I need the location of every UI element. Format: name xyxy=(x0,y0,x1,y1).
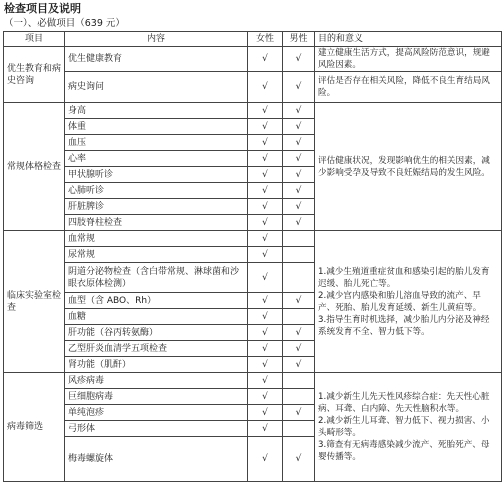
check-mark-icon: √ xyxy=(295,201,302,212)
male-check xyxy=(283,167,315,183)
section-subtitle: （一）、必做项目（639 元） xyxy=(4,18,125,29)
table-row xyxy=(4,72,502,103)
female-check xyxy=(248,293,283,309)
item-content: 体重 xyxy=(65,119,248,135)
female-check xyxy=(248,341,283,357)
header-male: 男性 xyxy=(283,32,315,47)
table-row xyxy=(4,103,502,119)
item-content: 尿常规 xyxy=(65,247,248,263)
male-check xyxy=(283,231,315,247)
item-content: 血型（含 ABO、Rh） xyxy=(65,293,248,309)
check-mark-icon: √ xyxy=(295,185,302,196)
male-check xyxy=(283,325,315,341)
male-check xyxy=(283,357,315,373)
item-content: 肝功能（谷丙转氨酶） xyxy=(65,325,248,341)
purpose-text: 评估健康状况，发现影响优生的相关因素，减少影响受孕及导致不良妊娠结局的发生风险。 xyxy=(315,103,502,231)
header-female: 女性 xyxy=(248,32,283,47)
check-mark-icon: √ xyxy=(262,233,268,244)
male-check xyxy=(283,103,315,119)
female-check xyxy=(248,47,283,72)
female-check xyxy=(248,167,283,183)
table-header-row xyxy=(4,32,502,47)
check-mark-icon: √ xyxy=(295,153,302,164)
item-content: 病史询问 xyxy=(65,72,248,103)
check-mark-icon: √ xyxy=(295,54,302,64)
table-row xyxy=(4,373,502,389)
female-check xyxy=(248,421,283,437)
female-check xyxy=(248,135,283,151)
check-mark-icon: √ xyxy=(262,407,268,418)
item-content: 血常规 xyxy=(65,231,248,247)
item-content: 弓形体 xyxy=(65,421,248,437)
female-check xyxy=(248,119,283,135)
female-check xyxy=(248,199,283,215)
item-content: 优生健康教育 xyxy=(65,47,248,72)
check-mark-icon: √ xyxy=(262,375,268,386)
check-mark-icon: √ xyxy=(262,121,268,132)
check-mark-icon: √ xyxy=(295,137,302,148)
group-name: 临床实验室检查 xyxy=(4,231,65,373)
header-content: 内容 xyxy=(65,32,248,47)
check-mark-icon: √ xyxy=(262,454,268,464)
check-mark-icon: √ xyxy=(262,343,268,354)
header-purpose: 目的和意义 xyxy=(315,32,502,47)
check-mark-icon: √ xyxy=(295,295,302,306)
check-mark-icon: √ xyxy=(262,295,268,306)
purpose-text: 1.减少新生儿先天性风疹综合症：先天性心脏病、耳聋、白内障、先天性脑积水等。 2.减少新生儿耳聋、智力低下、视力损害、小头畸形等。 3.筛查有无病毒感染减少流产、死胎死产、母婴传播等。 xyxy=(315,373,502,482)
male-check xyxy=(283,151,315,167)
male-check xyxy=(283,247,315,263)
check-mark-icon: √ xyxy=(262,153,268,164)
check-mark-icon: √ xyxy=(262,169,268,180)
check-mark-icon: √ xyxy=(262,185,268,196)
check-mark-icon: √ xyxy=(295,169,302,180)
group-name: 优生教育和病史咨询 xyxy=(4,47,65,103)
female-check xyxy=(248,309,283,325)
male-check xyxy=(283,47,315,72)
female-check xyxy=(248,247,283,263)
item-content: 肝脏脾诊 xyxy=(65,199,248,215)
female-check xyxy=(248,325,283,341)
male-check xyxy=(283,263,315,293)
female-check xyxy=(248,103,283,119)
female-check xyxy=(248,389,283,405)
item-content: 巨细胞病毒 xyxy=(65,389,248,405)
male-check xyxy=(283,183,315,199)
item-content: 风疹病毒 xyxy=(65,373,248,389)
item-content: 血压 xyxy=(65,135,248,151)
purpose-text: 1.减少生殖道重症贫血和感染引起的胎儿发育迟缓、胎儿死亡等。 2.减少宫内感染和胎儿溶血导致的流产、早产、死胎、胎儿发育延缓、新生儿黄疸等。 3.指导生育时机选择，减少胎儿内分泌及神经系统发育不全、智力低下等。 xyxy=(315,231,502,373)
male-check xyxy=(283,421,315,437)
group-name: 病毒筛选 xyxy=(4,373,65,482)
check-mark-icon: √ xyxy=(262,327,268,338)
female-check xyxy=(248,357,283,373)
checkup-table xyxy=(3,31,502,482)
female-check xyxy=(248,373,283,389)
document-title: 检查项目及说明 xyxy=(4,2,81,15)
check-mark-icon: √ xyxy=(295,105,302,116)
table-row xyxy=(4,231,502,247)
item-content: 肾功能（肌酐） xyxy=(65,357,248,373)
item-content: 甲状腺听诊 xyxy=(65,167,248,183)
check-mark-icon: √ xyxy=(262,272,268,283)
item-content: 血糖 xyxy=(65,309,248,325)
check-mark-icon: √ xyxy=(295,217,302,228)
check-mark-icon: √ xyxy=(262,359,268,370)
check-mark-icon: √ xyxy=(295,82,302,92)
group-name: 常规体格检查 xyxy=(4,103,65,231)
male-check xyxy=(283,199,315,215)
male-check xyxy=(283,119,315,135)
check-mark-icon: √ xyxy=(295,327,302,338)
check-mark-icon: √ xyxy=(295,359,302,370)
table-body xyxy=(4,47,502,482)
female-check xyxy=(248,405,283,421)
item-content: 心率 xyxy=(65,151,248,167)
male-check xyxy=(283,215,315,231)
female-check xyxy=(248,72,283,103)
item-content: 梅毒螺旋体 xyxy=(65,437,248,482)
female-check xyxy=(248,215,283,231)
purpose-text: 建立健康生活方式，提高风险防范意识，规避风险因素。 xyxy=(315,47,502,72)
female-check xyxy=(248,183,283,199)
item-content: 单纯泡疹 xyxy=(65,405,248,421)
check-mark-icon: √ xyxy=(262,105,268,116)
male-check xyxy=(283,341,315,357)
item-content: 四肢脊柱检查 xyxy=(65,215,248,231)
check-mark-icon: √ xyxy=(262,82,268,92)
table-row xyxy=(4,47,502,72)
check-mark-icon: √ xyxy=(262,311,268,322)
male-check xyxy=(283,373,315,389)
male-check xyxy=(283,72,315,103)
item-content: 身高 xyxy=(65,103,248,119)
check-mark-icon: √ xyxy=(295,343,302,354)
check-mark-icon: √ xyxy=(262,423,268,434)
female-check xyxy=(248,437,283,482)
male-check xyxy=(283,405,315,421)
female-check xyxy=(248,231,283,247)
header-project: 项目 xyxy=(4,32,65,47)
male-check xyxy=(283,389,315,405)
check-mark-icon: √ xyxy=(262,137,268,148)
item-content: 心肺听诊 xyxy=(65,183,248,199)
item-content: 阴道分泌物检查（含白带常规、淋球菌和沙眼衣原体检测） xyxy=(65,263,248,293)
male-check xyxy=(283,293,315,309)
item-content: 乙型肝炎血清学五项检查 xyxy=(65,341,248,357)
check-mark-icon: √ xyxy=(262,217,268,228)
purpose-text: 评估是否存在相关风险，降低不良生育结局风险。 xyxy=(315,72,502,103)
check-mark-icon: √ xyxy=(262,249,268,260)
check-mark-icon: √ xyxy=(295,454,302,464)
check-mark-icon: √ xyxy=(262,201,268,212)
check-mark-icon: √ xyxy=(295,121,302,132)
male-check xyxy=(283,437,315,482)
female-check xyxy=(248,151,283,167)
check-mark-icon: √ xyxy=(262,391,268,402)
check-mark-icon: √ xyxy=(295,407,302,418)
female-check xyxy=(248,263,283,293)
check-mark-icon: √ xyxy=(262,54,268,64)
male-check xyxy=(283,135,315,151)
male-check xyxy=(283,309,315,325)
